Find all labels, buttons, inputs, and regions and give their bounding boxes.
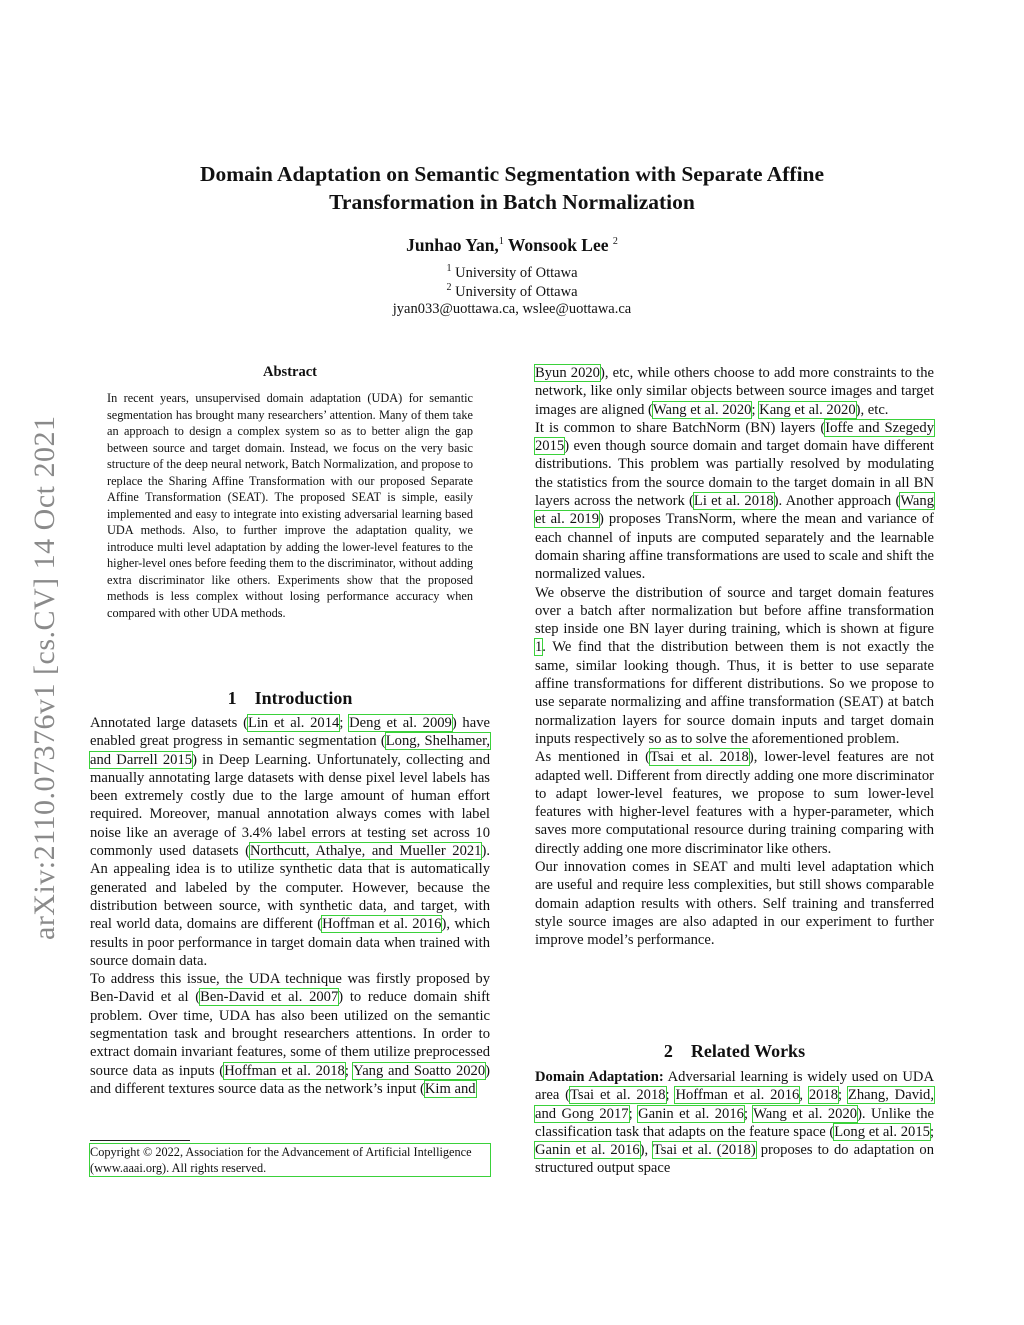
intro-paragraph-4: It is common to share BatchNorm (BN) layers (Ioffe and Szegedy 2015) even though source domain and target domain have different distributions. This problem was partially resolved by modulating the statistics from the source domain to the target domain in all BN layers across the network (Li et al. 2018). Another approach (Wang et al. 2019) proposes TransNorm, where the mean and variance of each channel of inputs are computed separately and the learnable domain sharing affine transformations are used to scale and shift the normalized values. [535, 419, 934, 583]
citation-link[interactable]: Long et al. 2015 [834, 1123, 930, 1140]
citation-link[interactable]: Tsai et al. 2018 [570, 1087, 666, 1104]
section-2-heading [535, 1041, 934, 1062]
paper-title [0, 160, 1024, 216]
author-emails: jyan033@uottawa.ca, wslee@uottawa.ca [392, 301, 632, 317]
aff-2-sup: 2 [446, 282, 452, 293]
aff-2-text: University of Ottawa [455, 283, 578, 300]
section-1-heading [90, 688, 490, 709]
title-line-1: Domain Adaptation on Semantic Segmentation with Separate Affine [199, 162, 825, 186]
domain-adaptation-lead: Domain Adaptation: [535, 1069, 664, 1085]
citation-link[interactable]: Tsai et al. 2018 [649, 749, 749, 766]
citation-link[interactable]: Zhang, David, and Gong 2017 [535, 1087, 934, 1122]
intro-paragraph-7: Our innovation comes in SEAT and multi level adaptation which are useful and require less complexities, but still shows comparable domain adaption results with others. Self training and transferred style source images are also adapted in our experiment to further improve model’s performance. [535, 859, 934, 949]
affiliation-2 [0, 282, 1024, 301]
intro-paragraph-6: As mentioned in (Tsai et al. 2018), lower-level features are not adapted well. Different from directly adding one more discriminator to adapt lower-level features, we propose to sum lower-level features with higher-level features with a hyper-parameter, which saves more computational resource during training comparing with directly adding one more discriminator like others. [535, 749, 935, 857]
abstract-text: In recent years, unsupervised domain adaptation (UDA) for semantic segmentation has brought many researchers’ attention. Many of them take an approach to design a complex system so as to better align the gap between source and target domain. Instead, we focus on the very basic structure of the deep neural network, Batch Normalization, and propose to replace the Sharing Affine Transformation with our proposed Separate Affine Transformation (SEAT). The proposed SEAT is simple, easily implemented and easy to integrate into existing adversarial learning based UDA methods. Also, to further improve the adaptation quality, we introduce multi level adaptation by adding the lower-level features to the higher-level ones before feeding them to the discriminator, without adding extra discriminator like others. Experiments show that the proposed methods is less complex without losing performance accuracy when compared with other UDA methods. [107, 391, 474, 620]
citation-link[interactable]: Long, Shelhamer, and Darrell 2015 [90, 733, 491, 768]
citation-link[interactable]: Yang and Soatto 2020 [353, 1062, 486, 1079]
author-1: Junhao Yan, [406, 235, 499, 255]
section-1-title: Introduction [254, 688, 353, 708]
affiliation-1 [0, 263, 1024, 282]
aff-1-sup: 1 [446, 263, 452, 274]
author-2-sup: 2 [612, 236, 618, 248]
author-line [0, 235, 1024, 256]
copyright-footnote[interactable]: Copyright © 2022, Association for the Advancement of Artificial Intelligence (www.aaai.org). All rights reserved. [90, 1144, 490, 1176]
citation-link[interactable]: Ganin et al. 2016 [638, 1105, 744, 1122]
figure-link[interactable]: 1 [535, 639, 543, 656]
section-2-title: Related Works [690, 1041, 806, 1061]
citation-link[interactable]: Hoffman et al. 2018 [224, 1062, 345, 1079]
citation-link[interactable]: Deng et al. 2009 [349, 715, 452, 731]
intro-paragraph-3: Byun 2020), etc, while others choose to add more constraints to the network, like only similar objects between source images and target images are aligned (Wang et al. 2020; Kang et al. 2020), etc. [535, 365, 934, 418]
citation-link[interactable]: Byun 2020 [535, 365, 600, 381]
citation-link[interactable]: Wang et al. 2019 [535, 493, 934, 528]
citation-link[interactable]: Kang et al. 2020 [759, 401, 856, 418]
citation-link[interactable]: Ioffe and Szegedy 2015 [535, 419, 934, 455]
related-paragraph-1: Domain Adaptation: Adversarial learning is widely used on UDA area (Tsai et al. 2018; Hoffman et al. 2016, 2018; Zhang, David, and Gong 2017; Ganin et al. 2016; Wang et al. 2020). Unlike the classification task that adapts on the feature space (Long et al. 2015; Ganin et al. 2016), Tsai et al. (2018) proposes to do adaptation on structured output space [535, 1069, 934, 1177]
section-1-number: 1 [227, 688, 237, 708]
citation-link[interactable]: Hoffman et al. 2016 [675, 1087, 800, 1104]
author-1-sup: 1 [498, 236, 504, 248]
citation-link[interactable]: Ganin et al. 2016 [535, 1142, 640, 1159]
abstract-heading: Abstract [263, 364, 317, 380]
citation-link[interactable]: Wang et al. 2020 [652, 401, 752, 418]
arxiv-stamp: arXiv:2110.07376v1 [cs.CV] 14 Oct 2021 [28, 415, 61, 940]
intro-paragraph-5: We observe the distribution of source and target domain features over a batch after normalization but before affine transformation step inside one BN layer during training, which is shown at figure 1. We find that the distribution between them is not exactly the same, similar looking though. Thus, it is better to use separate affine transformations for different distributions. So we propose to use separate normalizing and affine transformation (SEAT) at batch normalization layers for source domain inputs and target domain inputs respectively so as to solve the aforementioned problem. [535, 584, 934, 747]
intro-paragraph-2: To address this issue, the UDA technique was firstly proposed by Ben-David et al (Ben-David et al. 2007) to reduce domain shift problem. Over time, UDA has also been utilized on the semantic segmentation task and brought researchers attentions. In order to extract domain invariant features, some of them utilize preprocessed source data as inputs (Hoffman et al. 2018; Yang and Soatto 2020) and different textures source data as the network’s input (Kim and [90, 971, 491, 1097]
citation-link[interactable]: Wang et al. 2020 [753, 1105, 858, 1122]
citation-link[interactable]: Northcutt, Athalye, and Mueller 2021 [250, 843, 482, 860]
citation-link[interactable]: 2018 [808, 1087, 838, 1104]
left-column-body [90, 714, 490, 1098]
author-2: Wonsook Lee [507, 235, 609, 255]
citation-link[interactable]: Hoffman et al. 2016 [322, 916, 442, 933]
citation-link[interactable]: Ben-David et al. 2007 [200, 989, 339, 1006]
section-2-number: 2 [663, 1041, 673, 1061]
intro-paragraph-1: Annotated large datasets (Lin et al. 2014; Deng et al. 2009) have enabled great progress in semantic segmentation (Long, Shelhamer, and Darrell 2015) in Deep Learning. Unfortunately, collecting and manually annotating large datasets with dense pixel level labels has been extremely costly due to the large amount of human effort required. Moreover, manual annotation always comes with label noise like an average of 3.4% label errors at testing set across 10 commonly used datasets (Northcutt, Athalye, and Mueller 2021). An appealing idea is to utilize synthetic data that is automatically generated and labeled by the computer. However, because the distribution between source, with synthetic data, and target, with real world data, domains are different (Hoffman et al. 2016), which results in poor performance in target domain data when trained with source domain data. [90, 715, 491, 969]
citation-link[interactable]: Tsai et al. (2018) [652, 1142, 756, 1159]
citation-link[interactable]: Kim and [424, 1080, 476, 1097]
related-works-body [535, 1068, 934, 1178]
citation-link[interactable]: Li et al. 2018 [693, 493, 774, 510]
citation-link[interactable]: Lin et al. 2014 [247, 715, 340, 731]
title-line-2: Transformation in Batch Normalization [329, 190, 695, 214]
right-column-body [535, 364, 934, 950]
footnote-rule [90, 1140, 190, 1141]
aff-1-text: University of Ottawa [455, 264, 578, 281]
